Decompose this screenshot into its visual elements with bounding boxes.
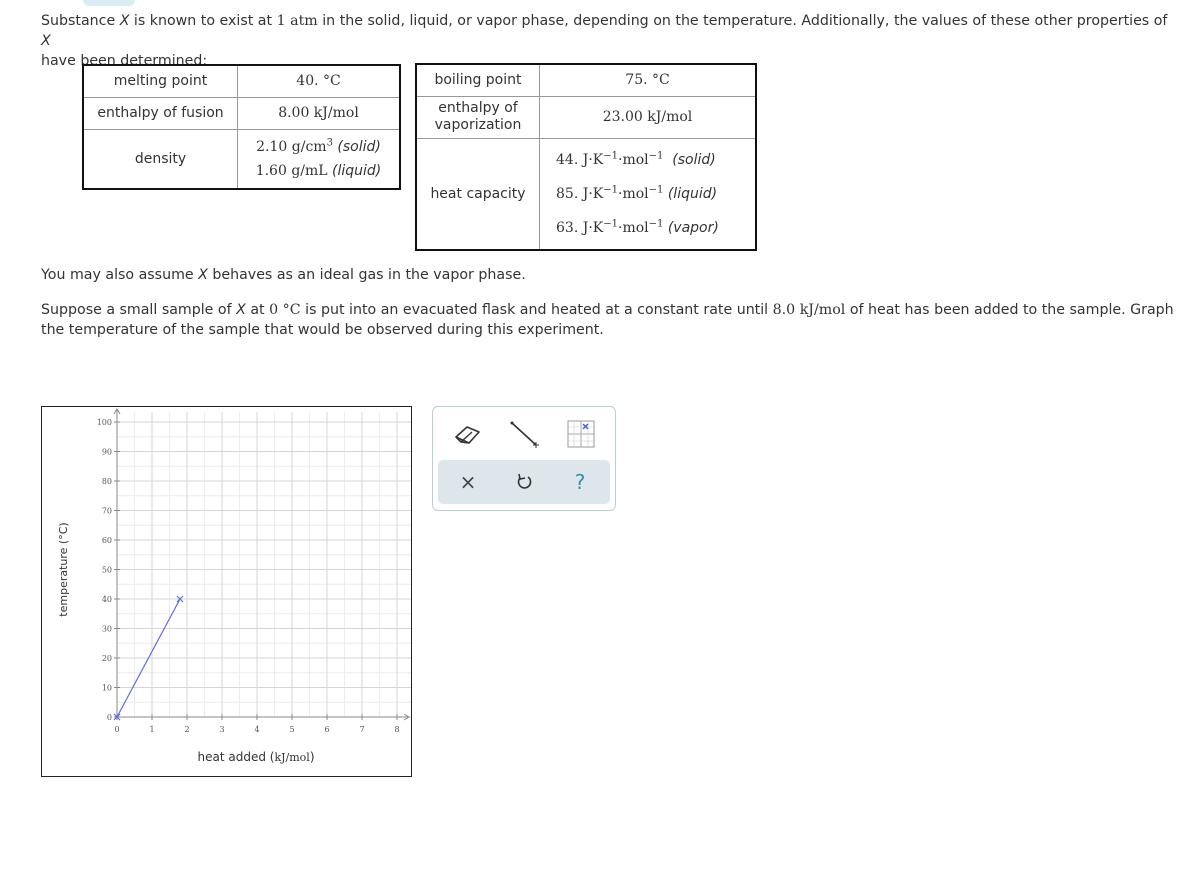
enthalpy-fusion-label: enthalpy of fusion: [83, 97, 238, 129]
hc-solid-row: 44. $J\cdot K^{-1}\cdot mol^{-1}$ (solid): [556, 150, 716, 168]
density-solid-phase: (solid): [337, 138, 381, 155]
help-icon: ?: [574, 470, 586, 494]
line-tool-button[interactable]: [504, 416, 544, 452]
top-tab-indicator: [83, 0, 135, 6]
melting-point-label: melting point: [83, 65, 238, 97]
point-tool-icon: [566, 419, 596, 449]
x-tick-label: 5: [289, 725, 295, 734]
toolbar-actions-row: [438, 460, 610, 504]
enthalpy-fusion-value: 8.00 kJ/mol: [238, 97, 401, 129]
y-tick-label: 80: [101, 477, 112, 486]
x-tick-label: 7: [359, 725, 365, 734]
graph-svg[interactable]: [42, 407, 411, 776]
x-tick-label: 6: [324, 725, 330, 734]
line-tool-icon: [507, 419, 541, 449]
undo-icon: [514, 472, 534, 492]
intro-var-2: X: [41, 33, 51, 49]
y-tick-label: 40: [101, 595, 112, 604]
help-button[interactable]: [560, 464, 600, 500]
eraser-tool-button[interactable]: [447, 416, 487, 452]
properties-table-right: [415, 63, 757, 251]
point-tool-button[interactable]: [561, 416, 601, 452]
question-paragraph: Suppose a small sample of X at 0 °C is put into an evacuated flask and heated at a constant rate until 8.0 kJ/mol of heat has been added to the sample. Graph the temperature of the sample that would be observed during this experiment.: [41, 302, 1174, 338]
x-tick-label: 1: [149, 725, 155, 734]
enthalpy-vap-label: enthalpy of vaporization: [416, 96, 540, 138]
heat-capacity-values: [540, 138, 757, 250]
hc-liquid-row: 85. $J\cdot K^{-1}\cdot mol^{-1}$ (liquid): [556, 184, 718, 202]
enthalpy-vap-value: 23.00 kJ/mol: [540, 96, 757, 138]
graph-canvas[interactable]: [41, 406, 412, 777]
x-axis-label: heat added (kJ/mol): [197, 750, 315, 764]
eraser-icon: [451, 422, 483, 446]
y-tick-label: 100: [96, 418, 112, 427]
intro-paragraph: [41, 11, 1181, 71]
undo-button[interactable]: [504, 464, 544, 500]
y-tick-label: 50: [101, 565, 112, 575]
x-tick-label: 4: [254, 725, 260, 734]
intro-text-2: is known to exist at: [129, 13, 277, 29]
density-liquid-phase: (liquid): [332, 162, 382, 179]
melting-point-value: 40. °C: [238, 65, 401, 97]
intro-pressure: 1 atm: [276, 13, 318, 29]
density-values: [238, 129, 401, 189]
x-tick-label: 3: [219, 725, 225, 734]
ideal-gas-paragraph: You may also assume X behaves as an ideal gas in the vapor phase.: [41, 267, 526, 283]
graph-toolbar: [432, 406, 616, 511]
properties-table-left: [82, 64, 401, 190]
density-solid-exp: 3: [326, 137, 333, 149]
density-liquid-value: 1.60 g/mL: [255, 162, 328, 179]
y-axis-label: temperature (°C): [57, 522, 70, 617]
y-tick-label: 90: [101, 447, 112, 457]
clear-icon: ×: [459, 470, 477, 494]
clear-button[interactable]: [448, 464, 488, 500]
y-tick-label: 30: [101, 624, 112, 634]
density-label: density: [83, 129, 238, 189]
intro-text-4: have been determined:: [41, 53, 208, 69]
y-tick-label: 20: [101, 654, 112, 663]
boiling-point-value: 75. °C: [540, 64, 757, 96]
density-solid-value: 2.10 g/cm: [256, 138, 327, 155]
boiling-point-label: boiling point: [416, 64, 540, 96]
intro-text-3: in the solid, liquid, or vapor phase, depending on the temperature. Additionally, the values of these other properties of: [317, 13, 1168, 29]
x-tick-label: 0: [114, 725, 120, 734]
intro-var: X: [119, 13, 130, 29]
heat-capacity-label: heat capacity: [416, 138, 540, 250]
y-tick-label: 0: [106, 713, 112, 722]
y-tick-label: 70: [101, 506, 112, 516]
hc-vapor-row: 63. $J\cdot K^{-1}\cdot mol^{-1}$ (vapor): [556, 218, 719, 236]
intro-text-1: Substance: [41, 13, 120, 29]
y-tick-label: 60: [101, 536, 112, 545]
y-tick-label: 10: [101, 683, 112, 693]
x-tick-label: 8: [394, 725, 400, 734]
x-tick-label: 2: [184, 725, 190, 734]
